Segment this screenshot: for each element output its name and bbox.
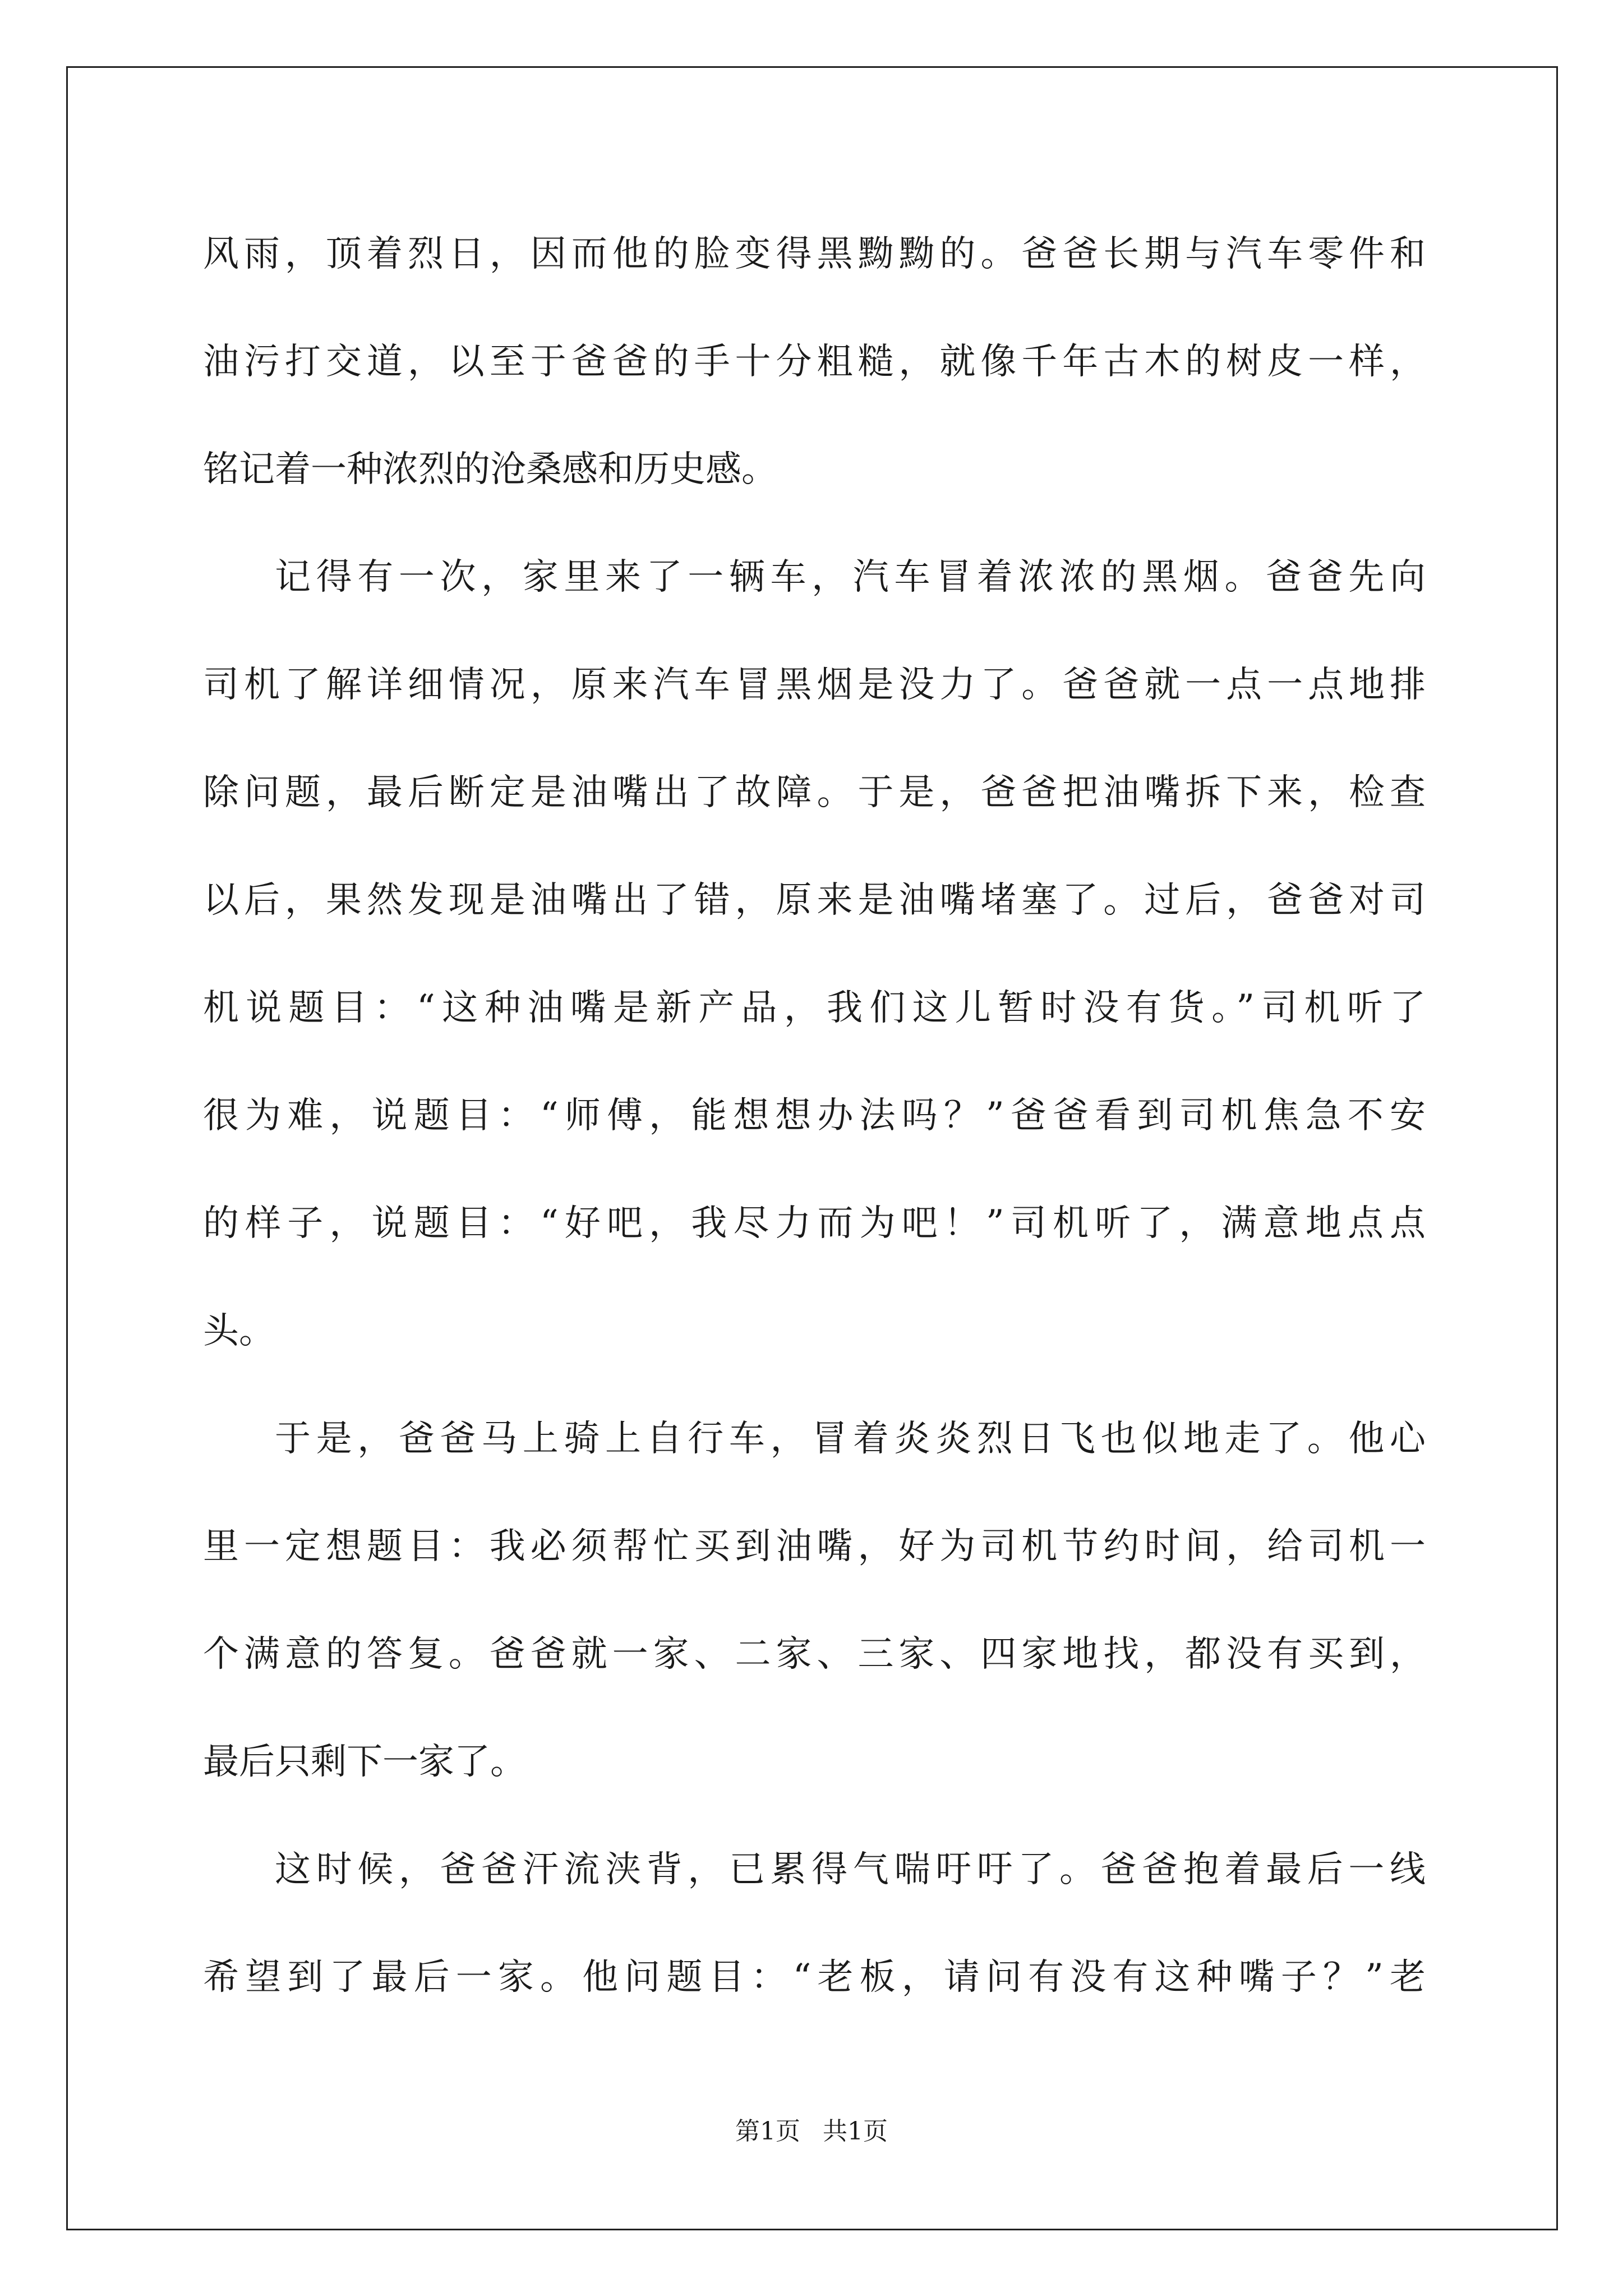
text-line: 机说题目：“这种油嘴是新产品，我们这儿暂时没有货。”司机听了	[203, 987, 1426, 1029]
text-line: 头。	[203, 1310, 275, 1352]
paragraph-start-line: 这时候，爸爸汗流浃背，已累得气喘吁吁了。爸爸抱着最后一线	[275, 1849, 1426, 1890]
page-number: 第1页	[735, 2117, 800, 2146]
text-line: 最后只剩下一家了。	[203, 1741, 526, 1783]
text-line: 希望到了最后一家。他问题目：“老板，请问有没有这种嘴子？”老	[203, 1957, 1426, 1998]
text-line: 风雨，顶着烈日，因而他的脸变得黑黝黝的。爸爸长期与汽车零件和	[203, 233, 1426, 275]
text-line: 除问题，最后断定是油嘴出了故障。于是，爸爸把油嘴拆下来，检查	[203, 772, 1426, 813]
text-line: 很为难，说题目：“师傅，能想想办法吗？”爸爸看到司机焦急不安	[203, 1095, 1426, 1137]
text-line: 里一定想题目：我必须帮忙买到油嘴，好为司机节约时间，给司机一	[203, 1526, 1426, 1567]
text-line: 以后，果然发现是油嘴出了错，原来是油嘴堵塞了。过后，爸爸对司	[203, 880, 1426, 921]
text-line: 个满意的答复。爸爸就一家、二家、三家、四家地找，都没有买到，	[203, 1634, 1426, 1675]
text-line: 铭记着一种浓烈的沧桑感和历史感。	[203, 449, 777, 490]
paragraph-start-line: 记得有一次，家里来了一辆车，汽车冒着浓浓的黑烟。爸爸先向	[275, 556, 1426, 598]
text-line: 司机了解详细情况，原来汽车冒黑烟是没力了。爸爸就一点一点地排	[203, 664, 1426, 706]
page-footer	[0, 2115, 1623, 2148]
page-count: 共1页	[823, 2117, 888, 2146]
text-line: 油污打交道，以至于爸爸的手十分粗糙，就像千年古木的树皮一样，	[203, 341, 1426, 383]
text-line: 的样子，说题目：“好吧，我尽力而为吧！”司机听了，满意地点点	[203, 1203, 1426, 1244]
paragraph-start-line: 于是，爸爸马上骑上自行车，冒着炎炎烈日飞也似地走了。他心	[275, 1418, 1426, 1460]
